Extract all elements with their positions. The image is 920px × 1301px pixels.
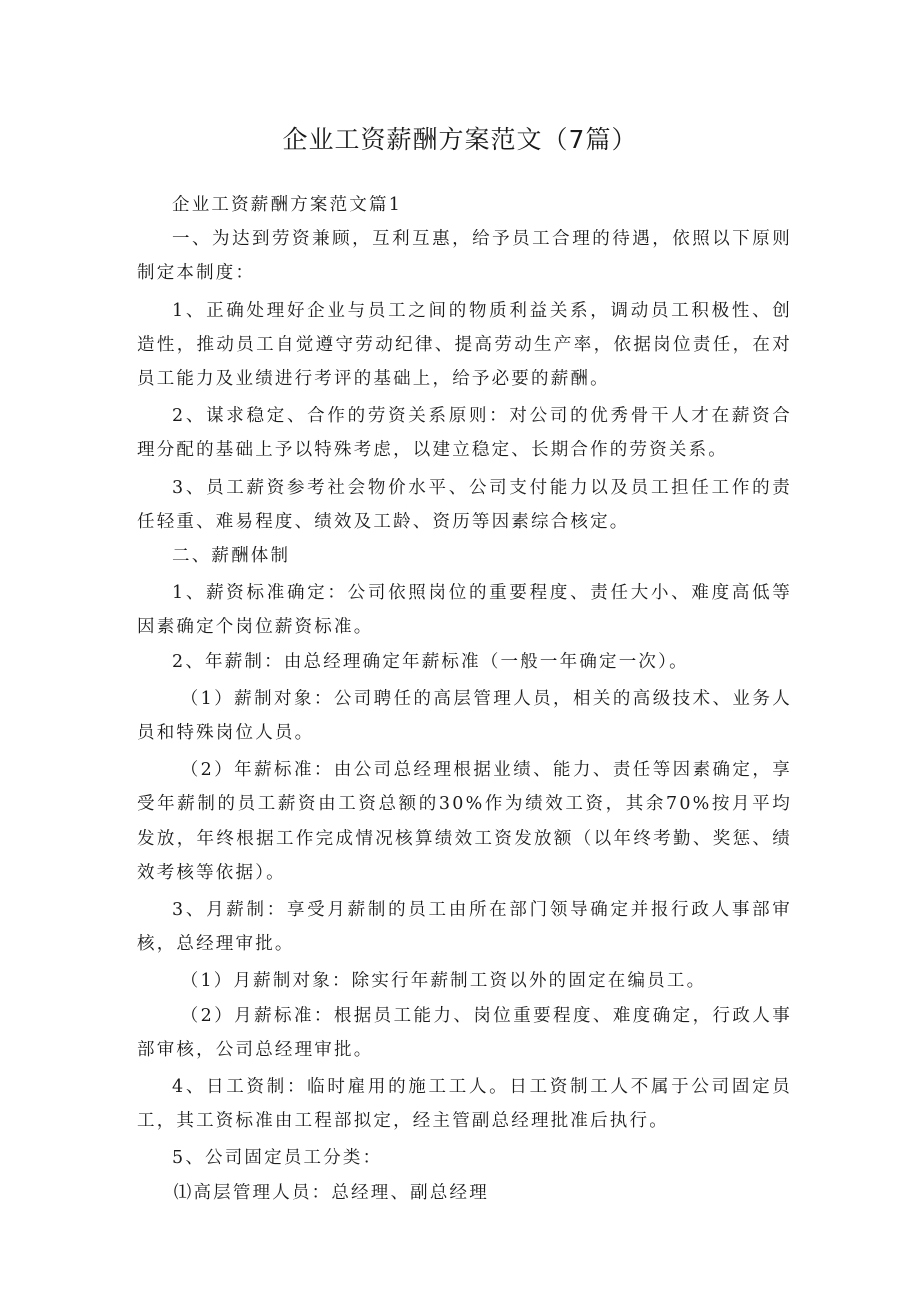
paragraph: （1）薪制对象：公司聘任的高层管理人员，相关的高级技术、业务人员和特殊岗位人员。 [137,688,792,744]
document-body [137,188,792,1210]
paragraph: 3、月薪制：享受月薪制的员工由所在部门领导确定并报行政人事部审核，总经理审批。 [137,900,792,955]
paragraph: 一、为达到劳资兼顾，互利互惠，给予员工合理的待遇，依照以下原则制定本制度： [137,229,792,284]
paragraph: （1）月薪制对象：除实行年薪制工资以外的固定在编员工。 [180,971,707,992]
paragraph: （2）年薪标准：由公司总经理根据业绩、能力、责任等因素确定，享受年薪制的员工薪资由工资总额的30%作为绩效工资，其余70%按月平均发放，年终根据工作完成情况核算绩效工资发放额（以年终考勤、奖惩、绩效考核等依据）。 [137,760,792,883]
paragraph: 3、员工薪资参考社会物价水平、公司支付能力以及员工担任工作的责任轻重、难易程度、绩效及工龄、资历等因素综合核定。 [137,477,792,532]
paragraph: 4、日工资制：临时雇用的施工工人。日工资制工人不属于公司固定员工，其工资标准由工程部拟定，经主管副总经理批准后执行。 [137,1077,792,1132]
paragraph: （2）月薪标准：根据员工能力、岗位重要程度、难度确定，行政人事部审核，公司总经理审批。 [137,1005,792,1060]
paragraph: 1、正确处理好企业与员工之间的物质利益关系，调动员工积极性、创造性，推动员工自觉遵守劳动纪律、提高劳动生产率，依据岗位责任，在对员工能力及业绩进行考评的基础上，给予必要的薪酬。 [137,300,792,390]
paragraph: 2、谋求稳定、合作的劳资关系原则：对公司的优秀骨干人才在薪资合理分配的基础上予以特殊考虑，以建立稳定、长期合作的劳资关系。 [137,406,792,461]
paragraph: 1、薪资标准确定：公司依照岗位的重要程度、责任大小、难度高低等因素确定个岗位薪资标准。 [137,583,792,638]
paragraph: 2、年薪制：由总经理确定年薪标准（一般一年确定一次）。 [172,651,689,672]
document-title: 企业工资薪酬方案范文（7篇） [282,125,638,154]
section-heading: 企业工资薪酬方案范文篇1 [172,195,403,215]
paragraph: ⑴高层管理人员：总经理、副总经理 [173,1182,489,1203]
paragraph: 5、公司固定员工分类： [172,1148,383,1169]
paragraph: 二、薪酬体制 [172,546,291,567]
